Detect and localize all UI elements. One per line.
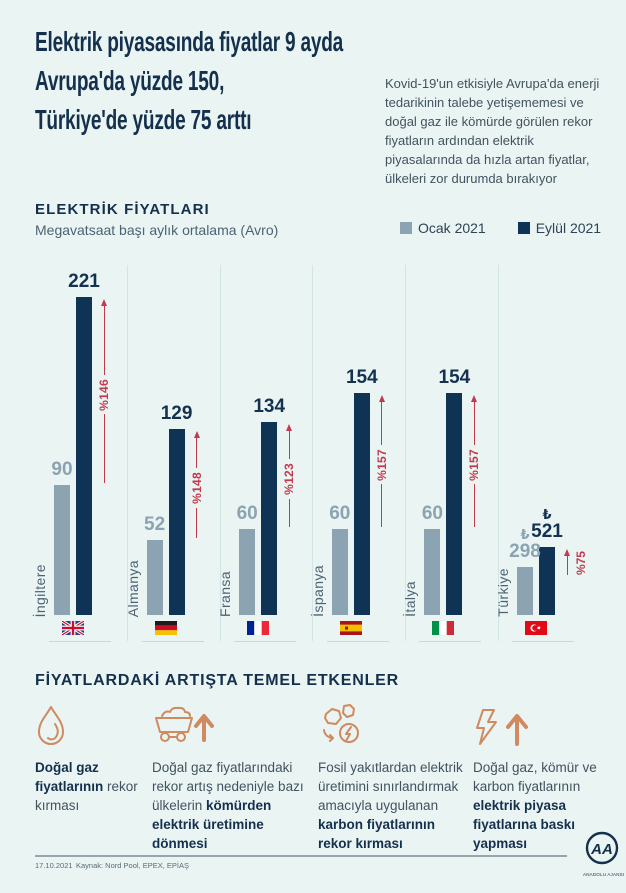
intro-paragraph: Kovid-19'un etkisiyle Avrupa'da enerji tedarikinin talebe yetişememesi ve doğal gaz ile kömürde görülen rekor fiyatların ardından elektrik piyasalarında da hızla artan fiyatlar, ülkeleri zor durumda bırakıyor: [385, 76, 600, 186]
legend-label: Eylül 2021: [535, 220, 602, 236]
value-ocak-number: 90: [51, 459, 73, 480]
country-column-tr: [495, 263, 591, 647]
column-baseline: [419, 641, 481, 642]
arrow-line: [567, 556, 568, 575]
factor-item-dogal-gaz: [35, 702, 143, 815]
column-baseline: [142, 641, 204, 642]
arrow-line: [104, 306, 105, 375]
legend-swatch-eylul: [518, 222, 530, 234]
flag-fr-icon: [247, 621, 269, 635]
legend-label: Ocak 2021: [418, 220, 486, 236]
arrow-line: [289, 431, 290, 459]
bar-ocak-2021: [54, 485, 70, 615]
country-label: Türkiye: [495, 568, 511, 617]
country-label: İngiltere: [32, 563, 48, 617]
arrowhead-up-icon: [564, 549, 570, 556]
value-eylul-number: 521: [531, 521, 563, 542]
bar-ocak-2021: [332, 529, 348, 615]
increase-arrow: [283, 424, 295, 527]
country-column-de: [124, 263, 221, 647]
currency-symbol: ₺: [542, 507, 552, 522]
increase-arrow: [98, 299, 110, 483]
bar-ocak-2021: [239, 529, 255, 615]
factors-heading: FİYATLARDAKİ ARTIŞTA TEMEL ETKENLER: [35, 672, 399, 689]
factor-text-segment: Doğal gaz fiyatlarının: [35, 760, 104, 794]
value-eylul: [322, 368, 402, 388]
chart-section-heading: ELEKTRİK FİYATLARI: [35, 201, 210, 218]
chart-section-subheading: Megavatsaat başı aylık ortalama (Avro): [35, 222, 279, 238]
legend-item-eylul: [518, 220, 601, 236]
bar-ocak-2021: [424, 529, 440, 615]
value-ocak: [115, 515, 195, 535]
arrow-line: [104, 414, 105, 483]
value-eylul-number: 221: [68, 271, 100, 292]
country-column-it: [402, 263, 498, 647]
arrow-line: [381, 484, 382, 527]
currency-symbol: ₺: [520, 527, 530, 542]
arrow-line: [474, 402, 475, 445]
country-label: İspanya: [309, 565, 326, 617]
percent-change-label: %75: [574, 551, 588, 576]
country-column-fr: [217, 263, 313, 647]
flag-it-icon: [432, 621, 454, 635]
bar-chart: [32, 263, 591, 647]
percent-change-label: %146: [97, 378, 111, 411]
page-title: [35, 22, 405, 139]
value-ocak-number: 60: [421, 503, 443, 524]
arrow-line: [474, 484, 475, 527]
country-column-uk: [32, 263, 128, 647]
increase-arrow: [561, 549, 573, 575]
column-baseline: [327, 641, 389, 642]
carbon-price-icon: [318, 702, 466, 748]
factor-text: [152, 758, 307, 853]
factor-text-segment: Doğal gaz fiyatlarındaki rekor artış nedeniyle bazı ülkelerin: [152, 760, 304, 813]
arrow-line: [196, 508, 197, 538]
flag-tr-icon: [525, 621, 547, 635]
country-label: İtalya: [402, 581, 419, 617]
flag-de-icon: [155, 621, 177, 635]
value-eylul: [507, 507, 587, 542]
coal-cart-icon: [152, 702, 307, 748]
increase-arrow: [191, 431, 203, 538]
increase-arrow: [376, 395, 388, 527]
percent-change-label: %157: [467, 448, 482, 481]
arrow-line: [196, 438, 197, 468]
country-label: Almanya: [124, 559, 141, 617]
percent-change-label: %123: [282, 463, 297, 495]
value-ocak-number: 60: [329, 503, 351, 524]
title-line-text: Türkiye'de yüzde 75 arttı: [35, 104, 252, 135]
value-eylul-number: 154: [438, 367, 471, 388]
value-ocak-number: 298: [509, 541, 541, 562]
legend-swatch-ocak: [400, 222, 412, 234]
chart-legend: [400, 220, 601, 236]
factor-text-segment: rekor kırması: [35, 779, 138, 813]
agency-caption: ANADOLU AJANSI: [583, 872, 625, 877]
factor-text-segment: karbon fiyatlarının rekor kırması: [318, 817, 436, 851]
percent-change-label: %148: [189, 472, 204, 504]
bar-ocak-2021: [147, 540, 163, 615]
factor-item-komur: [152, 702, 307, 853]
arrow-line: [381, 402, 382, 445]
arrowhead-up-icon: [471, 395, 477, 402]
percent-change-label: %157: [374, 448, 389, 481]
factor-text: [318, 758, 466, 853]
arrowhead-up-icon: [379, 395, 385, 402]
value-eylul-number: 129: [160, 403, 193, 424]
factor-text-segment: kömürden elektrik üretimine dönmesi: [152, 798, 272, 851]
title-line: [35, 22, 405, 61]
country-label: Fransa: [217, 571, 234, 617]
factor-text: [473, 758, 601, 853]
value-ocak: [207, 504, 287, 524]
factor-item-baski: [473, 702, 601, 853]
column-baseline: [234, 641, 296, 642]
arrow-line: [289, 499, 290, 527]
arrowhead-up-icon: [194, 431, 200, 438]
bar-ocak-2021: [517, 567, 533, 615]
value-ocak: [392, 504, 472, 524]
aa-monogram-icon: [584, 830, 620, 866]
flag-es-icon: [340, 621, 362, 635]
value-eylul-number: 154: [345, 367, 378, 388]
flag-uk-icon: [62, 621, 84, 635]
title-line: [35, 61, 405, 100]
bar-eylul-2021: [76, 297, 92, 615]
factor-item-karbon: [318, 702, 466, 853]
value-eylul: [229, 397, 309, 417]
title-line-text: Avrupa'da yüzde 150,: [35, 65, 225, 96]
title-line: [35, 100, 405, 139]
flame-icon: [35, 702, 143, 748]
footer-divider: [35, 855, 567, 857]
value-eylul-number: 134: [253, 396, 286, 417]
value-ocak: [300, 504, 380, 524]
electricity-surge-icon: [473, 702, 601, 748]
arrowhead-up-icon: [101, 299, 107, 306]
column-baseline: [49, 641, 111, 642]
value-eylul: [414, 368, 494, 388]
factor-text-segment: Fosil yakıtlardan elektrik üretimini sınırlandırmak amacıyla uygulanan: [318, 760, 463, 813]
value-eylul: [137, 404, 217, 424]
legend-item-ocak: [400, 220, 486, 236]
footer-date: 17.10.2021: [35, 861, 73, 870]
title-line-text: Elektrik piyasasında fiyatlar 9 ayda: [35, 26, 344, 57]
factor-text: [35, 758, 143, 815]
footer-source: Kaynak: Nord Pool, EPEX, EPİAŞ: [76, 861, 189, 870]
factor-text-segment: Doğal gaz, kömür ve karbon fiyatlarının: [473, 760, 597, 794]
increase-arrow: [468, 395, 480, 527]
value-ocak-number: 60: [236, 503, 258, 524]
factor-text-segment: elektrik piyasa fiyatlarına baskı yapması: [473, 798, 576, 851]
arrowhead-up-icon: [286, 424, 292, 431]
value-ocak-number: 52: [144, 514, 166, 535]
anadolu-agency-logo: [583, 830, 625, 877]
svg-text:AA: AA: [591, 841, 613, 858]
column-baseline: [512, 641, 574, 642]
value-ocak: [22, 460, 102, 480]
value-eylul: [44, 272, 124, 292]
country-column-es: [309, 263, 406, 647]
